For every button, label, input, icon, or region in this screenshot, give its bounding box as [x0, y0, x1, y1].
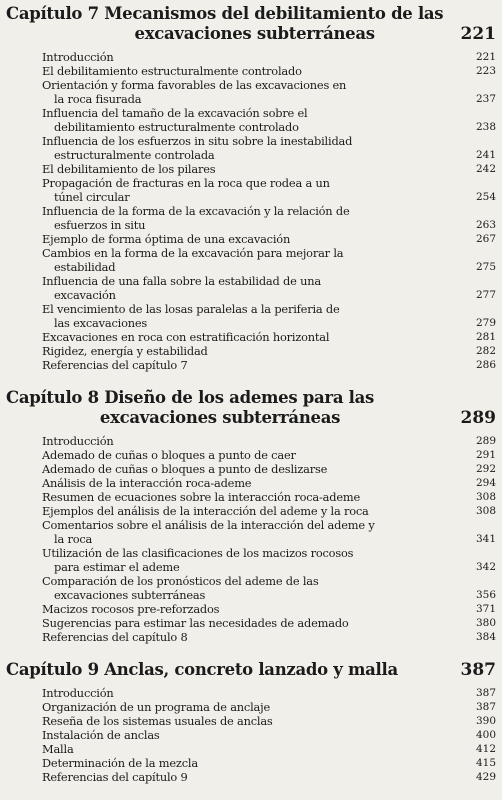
toc-entry [6, 246, 496, 274]
entry-title-line1: El vencimiento de las losas paralelas a la periferia de [42, 302, 340, 316]
entry-title-line1: Influencia de una falla sobre la estabilidad de una [42, 274, 321, 288]
entry-page-number: 415 [475, 757, 496, 769]
chapter-page-number: 289 [460, 408, 496, 428]
entry-title [42, 78, 466, 106]
entry-title-line1: Reseña de los sistemas usuales de anclas [42, 714, 273, 728]
entry-page-number: 380 [475, 617, 496, 629]
entry-title [42, 176, 466, 204]
entry-page-number: 279 [475, 317, 496, 329]
entry-title [42, 274, 466, 302]
toc-entry [6, 462, 496, 476]
entry-title [42, 686, 466, 700]
entry-title-line2: la roca [54, 532, 93, 546]
toc-entry [6, 630, 496, 644]
entry-title [42, 742, 466, 756]
entry-list [6, 434, 496, 644]
entry-page-number: 292 [475, 463, 496, 475]
toc-entry [6, 434, 496, 448]
toc-entry [6, 302, 496, 330]
chapter-title-line2: excavaciones subterráneas [99, 408, 341, 427]
entry-title [42, 50, 466, 64]
toc-entry [6, 686, 496, 700]
entry-page-number: 384 [475, 631, 496, 643]
entry-title-line1: Excavaciones en roca con estratificación horizontal [42, 330, 330, 344]
entry-title-line1: Análisis de la interacción roca-ademe [42, 476, 252, 490]
entry-page-number: 387 [475, 687, 496, 699]
chapter-page-number: 387 [460, 660, 496, 680]
toc-entry [6, 176, 496, 204]
entry-title-line1: El debilitamiento de los pilares [42, 162, 216, 176]
entry-page-number: 237 [475, 93, 496, 105]
toc-entry [6, 64, 496, 78]
entry-page-number: 341 [475, 533, 496, 545]
toc-entry [6, 756, 496, 770]
entry-title [42, 574, 466, 602]
entry-title-line1: Influencia de los esfuerzos in situ sobre la inestabilidad [42, 134, 353, 148]
toc-entry [6, 204, 496, 232]
entry-page-number: 254 [475, 191, 496, 203]
toc-entry [6, 448, 496, 462]
entry-page-number: 263 [475, 219, 496, 231]
toc-entry [6, 770, 496, 784]
entry-page-number: 282 [475, 345, 496, 357]
entry-title-line1: Determinación de la mezcla [42, 756, 198, 770]
toc-entry [6, 330, 496, 344]
toc-entry [6, 358, 496, 372]
entry-title-line1: Ademado de cuñas o bloques a punto de caer [42, 448, 296, 462]
chapter-heading [6, 660, 496, 680]
chapter-title [6, 388, 374, 428]
toc-entry [6, 162, 496, 176]
entry-title [42, 728, 466, 742]
entry-page-number: 291 [475, 449, 496, 461]
entry-title-line1: Influencia del tamaño de la excavación sobre el [42, 106, 308, 120]
entry-title [42, 518, 466, 546]
toc-entry [6, 546, 496, 574]
entry-page-number: 308 [475, 491, 496, 503]
entry-page-number: 371 [475, 603, 496, 615]
entry-title-line1: Malla [42, 742, 74, 756]
entry-page-number: 286 [475, 359, 496, 371]
entry-title [42, 134, 466, 162]
entry-title-line1: Introducción [42, 434, 114, 448]
entry-title [42, 204, 466, 232]
entry-title-line1: Sugerencias para estimar las necesidades de ademado [42, 616, 349, 630]
entry-title-line2: para estimar el ademe [54, 560, 180, 574]
entry-page-number: 356 [475, 589, 496, 601]
entry-title-line1: Propagación de fracturas en la roca que rodea a un [42, 176, 330, 190]
entry-title-line1: Referencias del capítulo 8 [42, 630, 188, 644]
entry-title-line2: esfuerzos in situ [54, 218, 146, 232]
entry-title-line1: Ademado de cuñas o bloques a punto de deslizarse [42, 462, 328, 476]
table-of-contents [6, 4, 496, 800]
entry-title [42, 330, 466, 344]
entry-title [42, 232, 466, 246]
chapter-title-line1: Capítulo 8 Diseño de los ademes para las [6, 388, 375, 407]
entry-title [42, 546, 466, 574]
entry-title-line1: Influencia de la forma de la excavación y la relación de [42, 204, 350, 218]
toc-entry [6, 700, 496, 714]
entry-title-line1: Comentarios sobre el análisis de la interacción del ademe y [42, 518, 375, 532]
toc-entry [6, 476, 496, 490]
entry-title-line1: Comparación de los pronósticos del ademe de las [42, 574, 319, 588]
toc-entry [6, 728, 496, 742]
entry-title-line1: Macizos rocosos pre-reforzados [42, 602, 220, 616]
entry-title-line2: estructuralmente controlada [54, 148, 215, 162]
toc-entry [6, 490, 496, 504]
entry-title-line2: las excavaciones [54, 316, 148, 330]
entry-title [42, 714, 466, 728]
chapter-title-line1: Capítulo 9 Anclas, concreto lanzado y malla [6, 660, 398, 679]
chapter-title [6, 660, 398, 680]
entry-title [42, 770, 466, 784]
entry-page-number: 238 [475, 121, 496, 133]
chapter-title-line2: excavaciones subterráneas [134, 24, 375, 43]
entry-title [42, 358, 466, 372]
entry-list [6, 686, 496, 784]
entry-title [42, 616, 466, 630]
toc-entry [6, 714, 496, 728]
chapter-title-line1: Capítulo 7 Mecanismos del debilitamiento de las [6, 4, 444, 23]
entry-title-line1: Resumen de ecuaciones sobre la interacción roca-ademe [42, 490, 361, 504]
entry-page-number: 281 [475, 331, 496, 343]
chapter-page-number: 221 [460, 24, 496, 44]
entry-page-number: 242 [475, 163, 496, 175]
entry-title [42, 700, 466, 714]
entry-page-number: 390 [475, 715, 496, 727]
entry-title-line1: Introducción [42, 686, 114, 700]
toc-entry [6, 106, 496, 134]
entry-title-line1: Cambios en la forma de la excavación para mejorar la [42, 246, 344, 260]
toc-entry [6, 274, 496, 302]
entry-title [42, 344, 466, 358]
entry-title [42, 448, 466, 462]
toc-entry [6, 616, 496, 630]
entry-page-number: 241 [475, 149, 496, 161]
entry-title-line1: El debilitamiento estructuralmente controlado [42, 64, 302, 78]
entry-title-line2: la roca fisurada [54, 92, 142, 106]
entry-list [6, 50, 496, 372]
entry-page-number: 412 [475, 743, 496, 755]
entry-title [42, 302, 466, 330]
entry-title-line2: estabilidad [54, 260, 116, 274]
entry-page-number: 387 [475, 701, 496, 713]
entry-page-number: 429 [475, 771, 496, 783]
chapter-section [6, 388, 496, 644]
entry-title-line1: Instalación de anclas [42, 728, 160, 742]
toc-entry [6, 742, 496, 756]
chapter-title [6, 4, 443, 44]
entry-title-line1: Orientación y forma favorables de las excavaciones en [42, 78, 347, 92]
chapter-heading [6, 4, 496, 44]
toc-entry [6, 50, 496, 64]
entry-title-line1: Rigidez, energía y estabilidad [42, 344, 208, 358]
toc-entry [6, 602, 496, 616]
entry-title-line1: Referencias del capítulo 9 [42, 770, 188, 784]
entry-title [42, 476, 466, 490]
entry-page-number: 223 [475, 65, 496, 77]
entry-title-line1: Organización de un programa de anclaje [42, 700, 271, 714]
toc-entry [6, 518, 496, 546]
entry-page-number: 277 [475, 289, 496, 301]
entry-title-line2: excavaciones subterráneas [54, 588, 206, 602]
entry-title [42, 490, 466, 504]
chapter-section [6, 660, 496, 784]
entry-page-number: 289 [475, 435, 496, 447]
entry-title-line1: Ejemplo de forma óptima de una excavación [42, 232, 291, 246]
entry-page-number: 221 [475, 51, 496, 63]
entry-title-line2: excavación [54, 288, 116, 302]
entry-title [42, 462, 466, 476]
entry-page-number: 308 [475, 505, 496, 517]
toc-entry [6, 232, 496, 246]
entry-title [42, 106, 466, 134]
entry-page-number: 267 [475, 233, 496, 245]
entry-title [42, 64, 466, 78]
entry-page-number: 275 [475, 261, 496, 273]
entry-title-line2: debilitamiento estructuralmente controlado [54, 120, 299, 134]
entry-page-number: 342 [475, 561, 496, 573]
entry-title [42, 504, 466, 518]
entry-title [42, 246, 466, 274]
entry-title [42, 162, 466, 176]
entry-page-number: 294 [475, 477, 496, 489]
entry-title [42, 630, 466, 644]
toc-entry [6, 134, 496, 162]
entry-title-line1: Utilización de las clasificaciones de los macizos rocosos [42, 546, 354, 560]
chapter-heading [6, 388, 496, 428]
chapter-section [6, 4, 496, 372]
entry-title-line2: túnel circular [54, 190, 130, 204]
toc-entry [6, 78, 496, 106]
toc-entry [6, 344, 496, 358]
entry-title-line1: Referencias del capítulo 7 [42, 358, 188, 372]
toc-entry [6, 504, 496, 518]
entry-title-line1: Ejemplos del análisis de la interacción del ademe y la roca [42, 504, 369, 518]
entry-title-line1: Introducción [42, 50, 114, 64]
entry-page-number: 400 [475, 729, 496, 741]
toc-entry [6, 574, 496, 602]
entry-title [42, 434, 466, 448]
entry-title [42, 756, 466, 770]
entry-title [42, 602, 466, 616]
